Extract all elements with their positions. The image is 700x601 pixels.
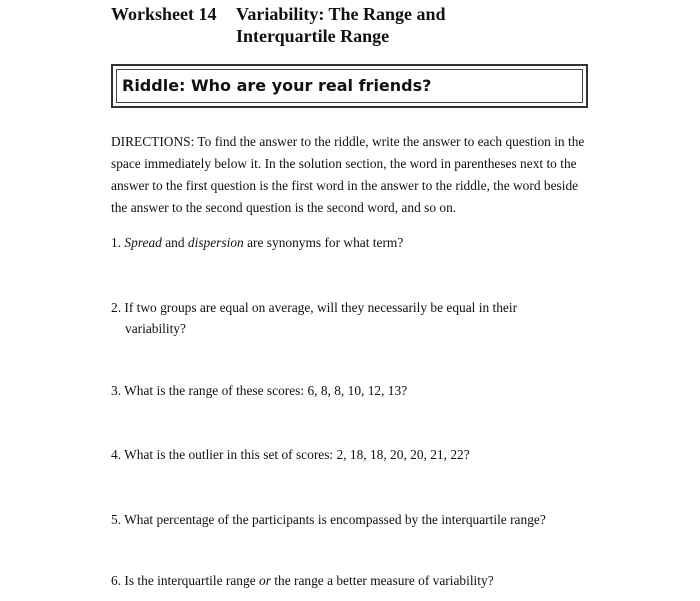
question-3: 3. What is the range of these scores: 6, 8, 8, 10, 12, 13? xyxy=(111,383,408,398)
directions-paragraph: DIRECTIONS: To find the answer to the riddle, write the answer to each question in the space immediately below it. In the solution section, the word in parentheses next to the answer to the first question is the first word in the answer to the riddle, the word beside the answer to the second question is the second word, and so on. xyxy=(111,134,585,215)
question-1-and: and xyxy=(165,235,185,250)
worksheet-number: Worksheet 14 xyxy=(111,4,217,24)
header-line-1 xyxy=(111,3,446,25)
worksheet-title-line-2: Interquartile Range xyxy=(236,26,390,46)
riddle-text: Riddle: Who are your real friends? xyxy=(122,76,432,95)
worksheet-title-line-1: Variability: The Range and xyxy=(236,4,446,24)
question-6-or: or xyxy=(259,573,271,588)
riddle-box xyxy=(111,64,588,108)
worksheet-header xyxy=(111,3,446,47)
question-2 xyxy=(111,297,601,339)
question-2-line-2: variability? xyxy=(125,321,186,336)
question-4: 4. What is the outlier in this set of scores: 2, 18, 18, 20, 20, 21, 22? xyxy=(111,447,470,462)
question-1-number: 1. xyxy=(111,235,122,250)
question-6-after: the range a better measure of variability? xyxy=(274,573,494,588)
question-1-term-spread: Spread xyxy=(124,235,162,250)
question-6-before: 6. Is the interquartile range xyxy=(111,573,256,588)
question-1 xyxy=(111,232,601,253)
question-6 xyxy=(111,570,601,591)
question-1-term-dispersion: dispersion xyxy=(187,235,244,250)
question-5: 5. What percentage of the participants is encompassed by the interquartile range? xyxy=(111,512,546,527)
question-2-line-1: 2. If two groups are equal on average, will they necessarily be equal in their xyxy=(111,300,518,315)
question-1-rest: are synonyms for what term? xyxy=(247,235,404,250)
